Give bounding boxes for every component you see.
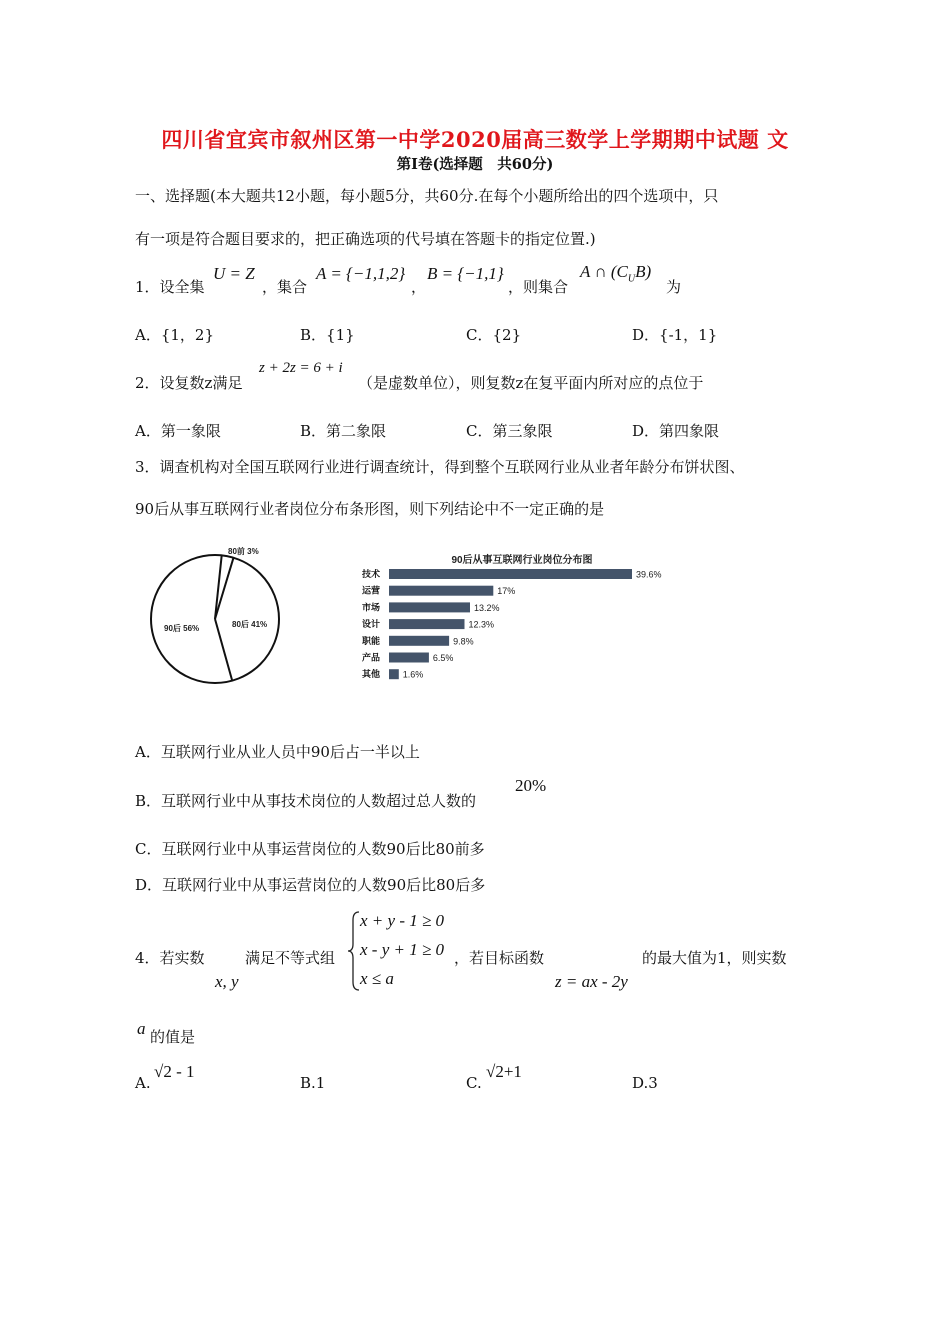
- bar-value-label: 1.6%: [402, 669, 424, 680]
- q4-inequality-1: x + y - 1 ≥ 0: [360, 911, 445, 930]
- bar-category-label: 市场: [362, 602, 381, 613]
- bar-category-label: 技术: [362, 569, 381, 579]
- brace-path: [348, 912, 359, 990]
- section-intro-line2: 有一项是符合题目要求的，把正确选项的代号填在答题卡的指定位置.): [135, 230, 596, 248]
- q3-option-b: B．互联网行业中从事技术岗位的人数超过总人数的: [135, 792, 477, 810]
- bar-其他: [389, 669, 399, 679]
- q2-option-c: C．第三象限: [466, 422, 553, 440]
- q4-math-a: a: [137, 1019, 146, 1038]
- exam-title: 四川省宜宾市叙州区第一中学2020届高三数学上学期期中试题 文: [161, 127, 789, 152]
- bar-产品: [389, 653, 429, 663]
- q1-text-5: 为: [666, 278, 682, 296]
- q4-text-5: 的值是: [150, 1028, 196, 1046]
- bar-chart-title: 90后从事互联网行业岗位分布图: [451, 555, 593, 566]
- q4-option-b: B.1: [300, 1074, 326, 1092]
- q4-option-c-label: C.: [466, 1074, 482, 1092]
- q4-option-c-math: √2+1: [486, 1062, 522, 1081]
- q3-text-line2: 90后从事互联网行业者岗位分布条形图，则下列结论中不一定正确的是: [135, 500, 605, 518]
- q4-objective-function: z = ax - 2y: [555, 972, 628, 991]
- q4-text-1: 4．若实数: [135, 949, 205, 967]
- q1-option-c: C．{2}: [466, 326, 522, 344]
- bar-category-label: 设计: [362, 619, 381, 630]
- q1-math-expression: [580, 262, 651, 284]
- q4-option-a-math: √2 - 1: [154, 1062, 195, 1081]
- q1-math-expression-end: B): [635, 262, 652, 281]
- q3-option-a: A．互联网行业从业人员中90后占一半以上: [135, 743, 420, 761]
- q4-text-4: 的最大值为1，则实数: [642, 949, 787, 967]
- q1-text-3: ，: [411, 278, 427, 296]
- q4-system-brace: [347, 910, 361, 992]
- q4-option-d: D.3: [632, 1074, 658, 1092]
- q2-text-1: 2．设复数z满足: [135, 374, 243, 392]
- q4-text-3: ，若目标函数: [454, 949, 545, 967]
- pie-slices: [151, 555, 279, 683]
- bar-value-label: 9.8%: [453, 636, 474, 647]
- q3-text-line1: 3．调查机构对全国互联网行业进行调查统计，得到整个互联网行业从业者年龄分布饼状图、: [135, 458, 745, 476]
- q3-option-c: C．互联网行业中从事运营岗位的人数90后比80前多: [135, 840, 485, 858]
- q1-math-universal-set: U = Z: [213, 264, 255, 283]
- q1-option-d: D．{-1，1}: [632, 326, 718, 344]
- q2-option-a: A．第一象限: [135, 422, 221, 440]
- bar-category-label: 其他: [362, 669, 381, 680]
- q1-text-2: ，集合: [262, 278, 308, 296]
- q1-math-expression-main: A ∩ (C: [580, 262, 628, 281]
- section-subtitle: 第Ⅰ卷(选择题 共60分): [396, 156, 554, 173]
- bar-value-label: 17%: [497, 586, 516, 597]
- q4-inequality-2: x - y + 1 ≥ 0: [360, 940, 445, 959]
- bar-value-label: 12.3%: [468, 619, 495, 630]
- bar-技术: [389, 569, 632, 579]
- bar-value-label: 13.2%: [474, 602, 500, 613]
- q1-math-set-b: B = {−1,1}: [427, 264, 504, 283]
- q1-option-b: B．{1}: [300, 326, 355, 344]
- age-distribution-pie-chart: [150, 542, 310, 690]
- pie-label-80后: 80后 41%: [232, 620, 268, 629]
- q3-option-b-math: 20%: [515, 776, 547, 795]
- q2-option-b: B．第二象限: [300, 422, 387, 440]
- bar-value-label: 39.6%: [636, 569, 662, 580]
- bar-市场: [389, 602, 470, 612]
- q4-inequality-3: x ≤ a: [360, 969, 394, 988]
- section-intro-line1: 一、选择题(本大题共12小题，每小题5分，共60分.在每个小题所给出的四个选项中，只: [135, 187, 719, 205]
- pie-label-90后: 90后 56%: [164, 624, 200, 633]
- q1-text-4: ，则集合: [508, 278, 569, 296]
- bar-value-label: 6.5%: [432, 653, 454, 663]
- q1-math-expression-sub: U: [627, 273, 636, 285]
- q4-math-variables: x, y: [215, 972, 239, 991]
- pie-label-80前: 80前 3%: [228, 547, 259, 556]
- bar-chart-bars: [361, 568, 662, 680]
- bar-设计: [389, 619, 465, 629]
- bar-category-label: 运营: [362, 585, 381, 596]
- bar-category-label: 产品: [362, 652, 381, 663]
- q2-math-equation: z + 2z = 6 + i: [259, 360, 343, 376]
- bar-category-label: 职能: [362, 635, 381, 646]
- bar-运营: [389, 586, 493, 596]
- position-distribution-bar-chart: [352, 548, 692, 688]
- q1-math-set-a: A = {−1,1,2}: [316, 264, 406, 283]
- bar-职能: [389, 636, 449, 646]
- q4-option-a-label: A.: [135, 1074, 151, 1092]
- q4-text-2: 满足不等式组: [245, 949, 336, 967]
- q1-text-1: 1．设全集: [135, 278, 205, 296]
- q3-option-d: D．互联网行业中从事运营岗位的人数90后比80后多: [135, 876, 486, 894]
- q2-option-d: D．第四象限: [632, 422, 720, 440]
- q1-option-a: A．{1，2}: [135, 326, 215, 344]
- q2-text-2: （是虚数单位），则复数z在复平面内所对应的点位于: [358, 374, 704, 392]
